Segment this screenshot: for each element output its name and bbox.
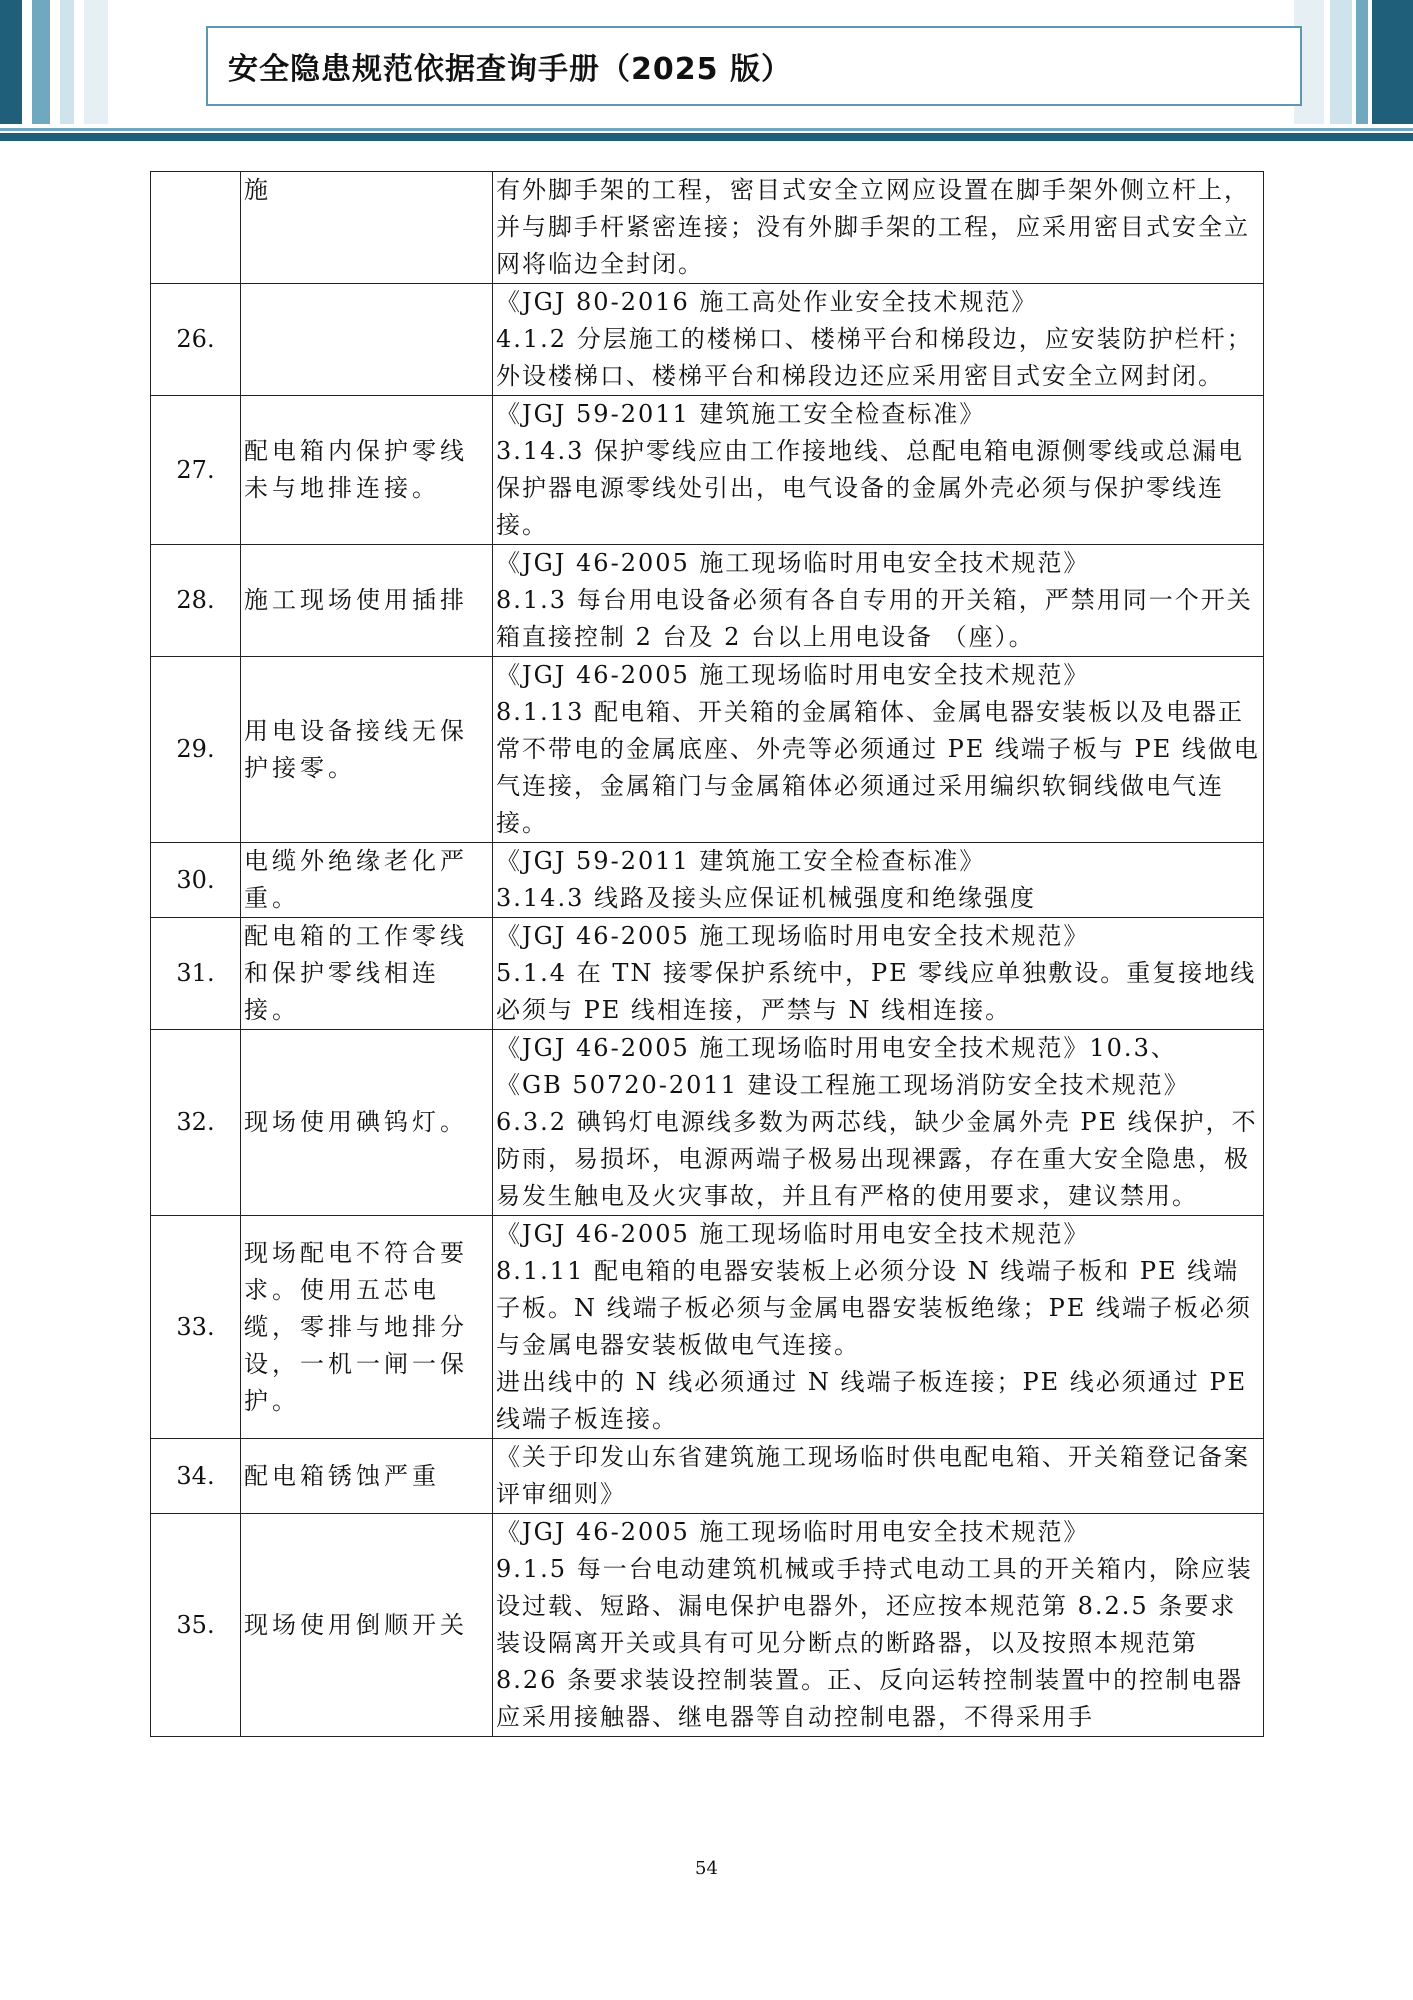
- standard-line: 8.1.3 每台用电设备必须有各自专用的开关箱，严禁用同一个开关箱直接控制 2 台及 2 台以上用电设备 （座）。: [496, 586, 1253, 651]
- row-number: 27.: [151, 396, 241, 545]
- row-number: 33.: [151, 1216, 241, 1439]
- hazard-description: 现场使用碘钨灯。: [241, 1030, 493, 1216]
- standard-line: 进出线中的 N 线必须通过 N 线端子板连接；PE 线必须通过 PE 线端子板连接。: [496, 1368, 1248, 1433]
- row-number: 26.: [151, 284, 241, 396]
- table-row: [151, 657, 1264, 843]
- standard-line: 8.1.11 配电箱的电器安装板上必须分设 N 线端子板和 PE 线端子板。N 线端子板必须与金属电器安装板绝缘；PE 线端子板必须与金属电器安装板做电气连接。: [496, 1257, 1252, 1359]
- hazard-description: 施: [241, 172, 493, 284]
- standard-line: 《GB 50720-2011 建设工程施工现场消防安全技术规范》: [496, 1071, 1190, 1099]
- standard-line: 《关于印发山东省建筑施工现场临时供电配电箱、开关箱登记备案评审细则》: [496, 1443, 1250, 1508]
- hazard-description: 施工现场使用插排: [241, 545, 493, 657]
- header-bar-left-pale: [84, 0, 108, 124]
- row-number: 29.: [151, 657, 241, 843]
- standard-reference: [493, 1439, 1264, 1514]
- standard-line: 4.1.2 分层施工的楼梯口、楼梯平台和梯段边，应安装防护栏杆；外设楼梯口、楼梯平台和梯段边还应采用密目式安全立网封闭。: [496, 325, 1253, 390]
- standard-line: 《JGJ 46-2005 施工现场临时用电安全技术规范》: [496, 661, 1090, 689]
- standard-reference: [493, 843, 1264, 918]
- row-number: 30.: [151, 843, 241, 918]
- standard-reference: [493, 396, 1264, 545]
- hazard-description: 配电箱的工作零线和保护零线相连接。: [241, 918, 493, 1030]
- standard-reference: [493, 657, 1264, 843]
- standard-line: 《JGJ 46-2005 施工现场临时用电安全技术规范》: [496, 922, 1090, 950]
- table-row: [151, 396, 1264, 545]
- standard-line: 有外脚手架的工程，密目式安全立网应设置在脚手架外侧立杆上，并与脚手杆紧密连接；没有外脚手架的工程，应采用密目式安全立网将临边全封闭。: [496, 176, 1250, 278]
- row-number: 34.: [151, 1439, 241, 1514]
- header-bar-right-light: [1330, 0, 1352, 124]
- standard-reference: [493, 1216, 1264, 1439]
- standard-line: 《JGJ 46-2005 施工现场临时用电安全技术规范》10.3、: [496, 1034, 1177, 1062]
- standard-line: 《JGJ 46-2005 施工现场临时用电安全技术规范》: [496, 1518, 1090, 1546]
- standard-line: 《JGJ 46-2005 施工现场临时用电安全技术规范》: [496, 1220, 1090, 1248]
- standard-line: 《JGJ 59-2011 建筑施工安全检查标准》: [496, 847, 986, 875]
- standard-line: 9.1.5 每一台电动建筑机械或手持式电动工具的开关箱内，除应装设过载、短路、漏电保护电器外，还应按本规范第 8.2.5 条要求装设隔离开关或具有可见分断点的断路器，以及按照本规范第 8.26 条要求装设控制装置。正、反向运转控制装置中的控制电器应采用接触器、继电器等自动控制电器，不得采用手: [496, 1555, 1253, 1731]
- hazard-table: [150, 171, 1264, 1737]
- standard-reference: [493, 545, 1264, 657]
- standard-line: 3.14.3 保护零线应由工作接地线、总配电箱电源侧零线或总漏电保护器电源零线处引出，电气设备的金属外壳必须与保护零线连接。: [496, 437, 1244, 539]
- table-row: [151, 545, 1264, 657]
- table-row: [151, 918, 1264, 1030]
- standard-line: 5.1.4 在 TN 接零保护系统中，PE 零线应单独敷设。重复接地线必须与 PE 线相连接，严禁与 N 线相连接。: [496, 959, 1257, 1024]
- header-bar-right-mid: [1356, 0, 1368, 124]
- table-row: [151, 1439, 1264, 1514]
- standard-line: 《JGJ 80-2016 施工高处作业安全技术规范》: [496, 288, 1038, 316]
- hazard-description: 用电设备接线无保护接零。: [241, 657, 493, 843]
- hazard-description: 配电箱内保护零线未与地排连接。: [241, 396, 493, 545]
- standard-line: 《JGJ 46-2005 施工现场临时用电安全技术规范》: [496, 549, 1090, 577]
- row-number: 32.: [151, 1030, 241, 1216]
- standard-line: 6.3.2 碘钨灯电源线多数为两芯线，缺少金属外壳 PE 线保护，不防雨，易损坏，电源两端子极易出现裸露，存在重大安全隐患，极易发生触电及火灾事故，并且有严格的使用要求，建议禁用。: [496, 1108, 1258, 1210]
- hazard-description: 电缆外绝缘老化严重。: [241, 843, 493, 918]
- page-number: 54: [695, 1858, 718, 1879]
- table-row: [151, 1514, 1264, 1737]
- hazard-description: 配电箱锈蚀严重: [241, 1439, 493, 1514]
- table-row: [151, 284, 1264, 396]
- row-number: 35.: [151, 1514, 241, 1737]
- header-bar-left-light: [60, 0, 74, 124]
- hazard-description: 现场配电不符合要求。使用五芯电缆，零排与地排分设，一机一闸一保护。: [241, 1216, 493, 1439]
- standard-line: 3.14.3 线路及接头应保证机械强度和绝缘强度: [496, 884, 1036, 912]
- standard-line: 8.1.13 配电箱、开关箱的金属箱体、金属电器安装板以及电器正常不带电的金属底座、外壳等必须通过 PE 线端子板与 PE 线做电气连接，金属箱门与金属箱体必须通过采用编织软铜线做电气连接。: [496, 698, 1260, 837]
- header-bar-right-dark: [1372, 0, 1413, 124]
- page-title: 安全隐患规范依据查询手册（2025 版）: [228, 52, 792, 87]
- row-number: 28.: [151, 545, 241, 657]
- row-number: [151, 172, 241, 284]
- header-rule-light: [0, 128, 1413, 131]
- row-number: 31.: [151, 918, 241, 1030]
- standard-reference: [493, 284, 1264, 396]
- table-row: [151, 843, 1264, 918]
- standard-line: 《JGJ 59-2011 建筑施工安全检查标准》: [496, 400, 986, 428]
- header-title-box: [206, 26, 1302, 106]
- standard-reference: [493, 1030, 1264, 1216]
- header-rule: [0, 133, 1413, 141]
- hazard-description: 现场使用倒顺开关: [241, 1514, 493, 1737]
- hazard-description: [241, 284, 493, 396]
- table-row: [151, 172, 1264, 284]
- header-bar-left-mid: [32, 0, 50, 124]
- standard-reference: [493, 1514, 1264, 1737]
- table-row: [151, 1030, 1264, 1216]
- header-bar-left-dark: [0, 0, 22, 124]
- hazard-table-body: [151, 172, 1264, 1737]
- table-row: [151, 1216, 1264, 1439]
- standard-reference: [493, 172, 1264, 284]
- standard-reference: [493, 918, 1264, 1030]
